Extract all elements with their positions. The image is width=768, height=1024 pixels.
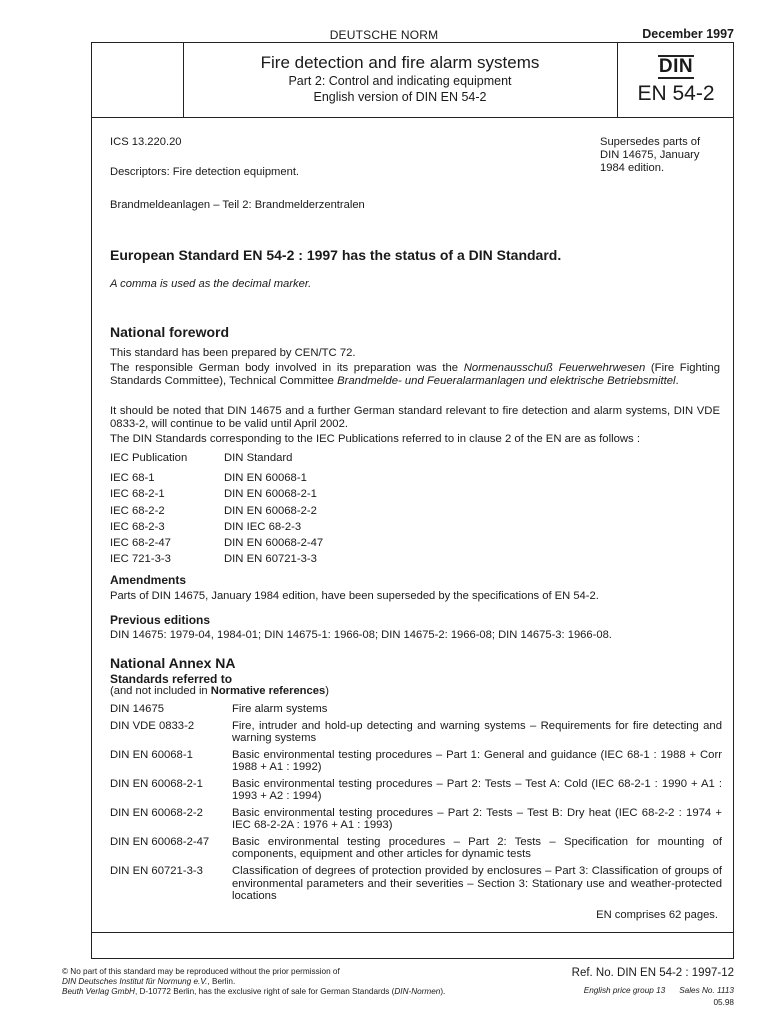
copyright-line-2 (62, 977, 542, 987)
status-headline: European Standard EN 54-2 : 1997 has the status of a DIN Standard. (110, 247, 562, 263)
copyright-berlin: , Berlin. (207, 977, 236, 986)
annex-subheading: Standards referred to (110, 672, 233, 686)
price-group: English price group 13 (583, 986, 666, 995)
amendments-text: Parts of DIN 14675, January 1984 edition, have been superseded by the specifications of EN 54-2. (110, 590, 599, 602)
copyright-line-1: © No part of this standard may be reproduced without the prior permission of (62, 967, 340, 976)
foreword-p2-text-c: (Fire Fighting Standards Committee), Technical Committee (110, 362, 721, 387)
bottom-divider (91, 932, 734, 933)
document-part: Part 2: Control and indicating equipment (288, 74, 512, 88)
din-cell: DIN EN 60068-2-47 (224, 536, 324, 549)
reference-number-label: Ref. No. DIN EN 54-2 : 1997-12 (571, 967, 734, 979)
iec-cell: IEC 721-3-3 (110, 553, 171, 566)
reference-row (110, 778, 722, 807)
table-header-iec: IEC Publication (110, 452, 188, 464)
din-cell: DIN EN 60068-2-1 (224, 488, 317, 501)
iec-cell: IEC 68-2-1 (110, 488, 165, 501)
din-cell: DIN EN 60068-2-2 (224, 504, 317, 517)
supersedes-line-2: DIN 14675, January (600, 149, 700, 161)
footer-reference (572, 966, 734, 1008)
annex-note-normative: Normative references (210, 685, 326, 697)
document-version: English version of DIN EN 54-2 (313, 90, 487, 104)
table-row (110, 505, 323, 521)
table-row (110, 488, 323, 504)
din-block (618, 53, 734, 107)
header-divider (91, 117, 734, 118)
copyright-end: ). (440, 987, 446, 996)
iec-cell: IEC 68-2-47 (110, 536, 171, 549)
foreword-p2-technical-committee: Brandmelde- und Feueralarmanlagen und elektrische Betriebsmittel (337, 374, 676, 387)
reference-row (110, 703, 722, 720)
supersedes-note (600, 136, 700, 175)
sales-number: Sales No. 1113 (679, 986, 734, 995)
table-header-row (110, 452, 323, 468)
supersedes-line-3: 1984 edition. (600, 162, 665, 174)
table-row (110, 553, 323, 569)
copyright-notice (62, 967, 542, 997)
foreword-paragraph-1: This standard has been prepared by CEN/TC 72. (110, 347, 356, 359)
print-code: 05.98 (713, 998, 734, 1007)
foreword-p2-text-a: The responsible German body involved in its preparation was the (110, 362, 464, 374)
reference-title: Basic environmental testing procedures – Part 2: Tests – Specification for mounting of components, equipment and other articles for dynamic tests (232, 836, 722, 861)
previous-editions-text: DIN 14675: 1979-04, 1984-01; DIN 14675-1: 1966-08; DIN 14675-2: 1966-08; DIN 14675-3: 1966-08. (110, 629, 612, 641)
table-row (110, 472, 323, 488)
copyright-sale-text: , D-10772 Berlin, has the exclusive right of sale for German Standards ( (134, 987, 395, 996)
series-label: DEUTSCHE NORM (329, 28, 439, 42)
document-number: EN 54-2 (637, 82, 715, 105)
iec-cell: IEC 68-1 (110, 472, 155, 485)
foreword-p2-committee: Normenausschuß Feuerwehrwesen (463, 362, 646, 374)
copyright-beuth-name: Beuth Verlag GmbH (62, 987, 135, 996)
reference-number: DIN EN 60721-3-3 (110, 865, 203, 878)
foreword-paragraph-4: The DIN Standards corresponding to the IEC Publications referred to in clause 2 of the EN are as follows : (110, 433, 640, 445)
iec-cell: IEC 68-2-3 (110, 520, 165, 533)
din-cell: DIN EN 60068-1 (224, 472, 307, 485)
reference-title: Basic environmental testing procedures – Part 1: General and guidance (IEC 68-1 : 1988 + Corr 1988 + A1 : 1992) (232, 748, 722, 774)
reference-number: DIN 14675 (110, 703, 165, 715)
reference-title: Fire alarm systems (232, 703, 328, 715)
iec-din-table (110, 452, 323, 569)
reference-number: DIN EN 60068-2-1 (110, 777, 203, 790)
din-cell: DIN EN 60721-3-3 (224, 553, 317, 566)
foreword-heading: National foreword (110, 324, 230, 340)
table-header-din: DIN Standard (224, 452, 293, 464)
issue-date: December 1997 (642, 27, 734, 41)
foreword-paragraph-3: It should be noted that DIN 14675 and a further German standard relevant to fire detection and alarm systems, DIN VDE 0833-2, will continue to be valid until April 2002. (110, 405, 720, 430)
din-cell: DIN IEC 68-2-3 (224, 520, 302, 533)
foreword-paragraph-2 (110, 362, 720, 387)
din-logo: DIN (658, 56, 694, 77)
reference-row (110, 749, 722, 778)
reference-number: DIN EN 60068-2-2 (110, 807, 203, 820)
reference-title: Classification of degrees of protection provided by enclosures – Part 3: Classification of groups of environmental parameters and their severities – Section 3: Stationary use and weather-protected locations (232, 865, 722, 902)
table-row (110, 537, 323, 553)
page-count: EN comprises 62 pages. (596, 909, 718, 921)
annex-note-c: ) (325, 685, 329, 697)
price-line (572, 980, 734, 998)
reference-title: Basic environmental testing procedures – Part 2: Tests – Test B: Dry heat (IEC 68-2-2 : 1974 + IEC 68-2-2A : 1976 + A1 : 1993) (232, 807, 722, 832)
annex-note-a: (and not included in (110, 685, 211, 697)
foreword-p2-text-e: . (675, 374, 679, 387)
table-row (110, 521, 323, 537)
previous-editions-heading: Previous editions (110, 613, 211, 627)
copyright-din-normen: DIN-Normen (394, 987, 441, 996)
reference-number: DIN VDE 0833-2 (110, 719, 195, 732)
reference-row (110, 836, 722, 865)
reference-row (110, 720, 722, 749)
decimal-note: A comma is used as the decimal marker. (110, 278, 312, 290)
iec-cell: IEC 68-2-2 (110, 504, 165, 517)
amendments-heading: Amendments (110, 573, 187, 587)
reference-row (110, 865, 722, 906)
annex-heading: National Annex NA (110, 655, 236, 671)
reference-number: DIN EN 60068-2-47 (110, 836, 210, 849)
ics-code: ICS 13.220.20 (110, 136, 182, 148)
reference-row (110, 807, 722, 836)
supersedes-line-1: Supersedes parts of (600, 136, 701, 148)
copyright-line-3 (62, 987, 542, 997)
annex-note (110, 685, 329, 698)
references-table (110, 703, 722, 907)
reference-title: Basic environmental testing procedures – Part 2: Tests – Test A: Cold (IEC 68-2-1 : 1990 + A1 : 1993 + A2 : 1994) (232, 777, 722, 803)
german-title: Brandmeldeanlagen – Teil 2: Brandmelderzentralen (110, 199, 365, 211)
title-block (183, 53, 617, 105)
document-title: Fire detection and fire alarm systems (260, 53, 540, 72)
copyright-din-name: DIN Deutsches Institut für Normung e.V. (62, 977, 208, 986)
reference-number: DIN EN 60068-1 (110, 748, 193, 761)
descriptors: Descriptors: Fire detection equipment. (110, 166, 300, 178)
reference-title: Fire, intruder and hold-up detecting and warning systems – Requirements for fire detecting and warning systems (232, 719, 722, 745)
